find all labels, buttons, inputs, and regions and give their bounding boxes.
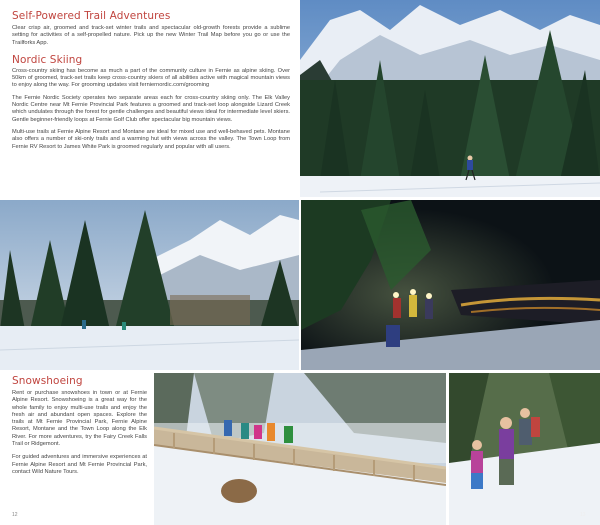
self-powered-heading: Self-Powered Trail Adventures xyxy=(12,10,171,22)
photo-snowshoe-bridge xyxy=(154,373,446,525)
photo-nordic-golf-course xyxy=(0,200,299,370)
snowshoeing-paragraph-1: Rent or purchase snowshoes in town or at Fernie Alpine Resort. Snowshoeing is a great way for the whole family to enjoy multi-use trails and enjoy the fresh air and abundant open spaces. Explore the trails at Mt Fernie Provincial Park, Fernie Alpine Resort, Montane and the Town Loop along the Elk River. For more adventures, try the Fairy Creek Falls Trail or Ridgemont. xyxy=(12,390,147,448)
nordic-paragraph-3: Multi-use trails at Fernie Alpine Resort and Montane are ideal for mixed use and well-behaved pets. Montane also offers a number of ski-only trails and a warming hut with views across the valley. The Town Loop from Fernie RV Resort to James White Park is groomed regularly and popular with all users. xyxy=(12,128,290,150)
nordic-heading: Nordic Skiing xyxy=(12,53,83,66)
photo-mountain-skier xyxy=(300,0,600,197)
intro-text-column xyxy=(12,10,290,151)
snowshoe-text-column xyxy=(12,375,147,476)
photo-family-snowshoe xyxy=(449,373,600,525)
photo-night-headlamp-tour xyxy=(301,200,600,370)
self-powered-body: Clear crisp air, groomed and track-set winter trails and spectacular old-growth forests provide a sublime setting for activities of a self-propelled nature. Pick up the new Winter Trail Map before you go or use the Trailforks App. xyxy=(12,25,290,46)
page-number-right: 13 xyxy=(580,512,586,518)
nordic-paragraph-2: The Fernie Nordic Society operates two separate areas each for cross-country skiing only. The Elk Valley Nordic Centre near Mt Fernie Provincial Park features a groomed and track-set loop alongside Lizard Creek which undulates through the forest for gentle challenges and beautiful views ideal for intermediate level skiers. Gentle beginner-friendly loops at Fernie Golf Club offer spectacular big mountain views. xyxy=(12,94,290,123)
snowshoeing-heading: Snowshoeing xyxy=(12,375,83,387)
nordic-paragraph-1: Cross-country skiing has become as much a part of the community culture in Fernie as alpine skiing. Over 50km of groomed, track-set trails keep cross-country skiers of all abilities active with magical mountain views to enjoy along the way. For grooming updates visit ferniernordic.com/grooming xyxy=(12,67,290,89)
snowshoeing-paragraph-2: For guided adventures and immersive experiences at Fernie Alpine Resort and Mt Fernie Provincial Park, contact Wild Nature Tours. xyxy=(12,454,147,475)
page-number-left: 12 xyxy=(12,512,18,518)
